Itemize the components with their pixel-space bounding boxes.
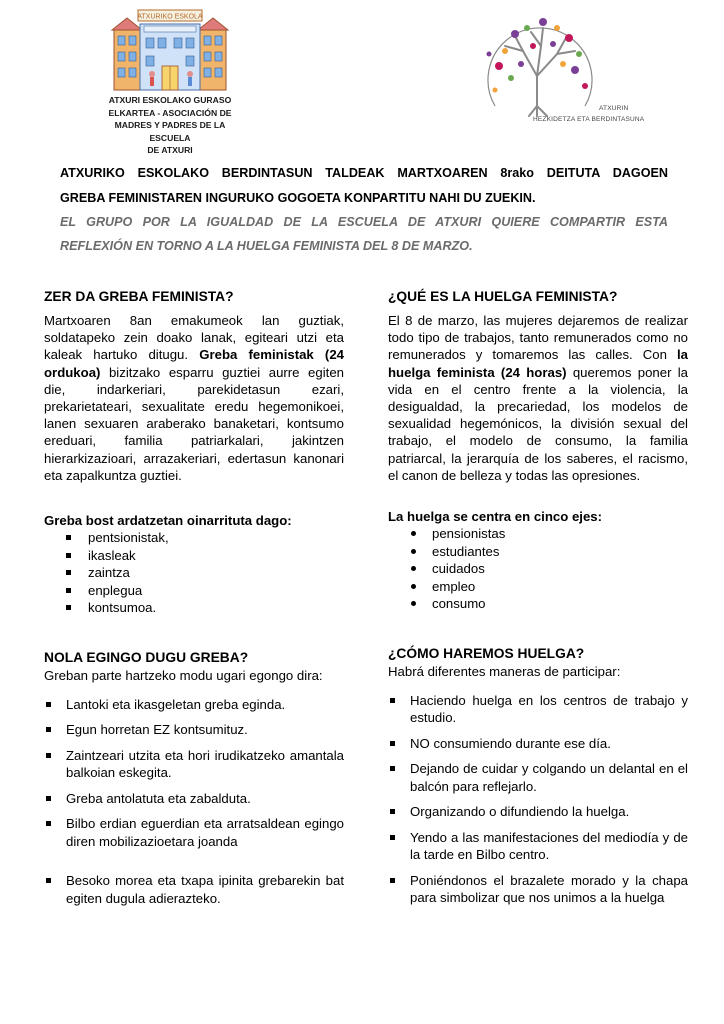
list-item: empleo <box>388 578 688 596</box>
list-item: kontsumoa. <box>44 599 344 617</box>
logo-sign-text: ATXURIKO ESKOLA <box>137 13 203 21</box>
section-paragraph <box>388 312 688 484</box>
logo-caption-line: MADRES Y PADRES DE LA ESCUELA <box>114 120 226 143</box>
paragraph-text: El 8 de marzo, las mujeres dejaremos de realizar todo tipo de trabajos, tanto remunerados como no remunerados y tomaremos las calles. Con <box>388 313 688 363</box>
list-item: cuidados <box>388 560 688 578</box>
tree-logo-icon <box>475 6 605 122</box>
paragraph-text: Martxoaren 8an emakumeok lan guztiak, soldatapeko zein doako lanak, egiteari utzi eta kaleak hartuko ditugu. <box>44 313 344 363</box>
list-item: consumo <box>388 595 688 613</box>
logo-caption <box>100 94 240 157</box>
intro-spanish-line-1: EL GRUPO POR LA IGUALDAD DE LA ESCUELA DE ATXURI QUIERE COMPARTIR ESTA <box>60 215 668 229</box>
logo-text-atxurin: ATXURIN <box>599 105 629 112</box>
list-item: Bilbo erdian eguerdian eta arratsaldean egingo diren mobilizazioetara joanda <box>44 815 344 850</box>
actions-list <box>388 692 688 907</box>
axes-list <box>388 525 688 613</box>
list-item: Organizando o difundiendo la huelga. <box>388 803 688 821</box>
list-item: Greba antolatuta eta zabalduta. <box>44 790 344 808</box>
list-item: pentsionistak, <box>44 529 344 547</box>
list-item: estudiantes <box>388 543 688 561</box>
paragraph-text: bizitzako esparru guztiei aurre egiten die, indarkeriari, parekidetasun ezari, prekarietateari, sexualitate eredu hegemonikoei, lanen sexuaren araberako banaketari, kontsumo ereduari, familia patriarkalari, jakintzen hierarkizazioari, arrazakeriari, edertasun kanonari eta zapalkuntza guztiei. <box>44 364 344 483</box>
school-association-logo <box>100 8 240 157</box>
school-building-drawing <box>108 8 232 92</box>
equality-group-logo <box>475 6 645 136</box>
list-item: Poniéndonos el brazalete morado y la chapa para simbolizar que nos unimos a la huelga <box>388 872 688 907</box>
section-title: ZER DA GREBA FEMINISTA? <box>44 289 234 304</box>
section-title: NOLA EGINGO DUGU GREBA? <box>44 649 249 665</box>
axes-title: Greba bost ardatzetan oinarrituta dago: <box>44 513 292 529</box>
axes-title: La huelga se centra en cinco ejes: <box>388 509 603 525</box>
spanish-column <box>388 288 688 907</box>
section-title: ¿CÓMO HAREMOS HUELGA? <box>388 645 585 661</box>
list-item: enplegua <box>44 582 344 600</box>
section-title: ¿QUÉ ES LA HUELGA FEMINISTA? <box>388 289 618 304</box>
list-item: Egun horretan EZ kontsumituz. <box>44 721 344 739</box>
logo-caption-line: ELKARTEA - ASOCIACIÓN DE <box>108 107 232 118</box>
intro-basque-line-2: GREBA FEMINISTAREN INGURUKO GOGOETA KONPARTITU NAHI DU ZUEKIN. <box>60 191 536 205</box>
intro-spanish-line-2: REFLEXIÓN EN TORNO A LA HUELGA FEMINISTA DEL 8 DE MARZO. <box>60 239 473 253</box>
list-item: Lantoki eta ikasgeletan greba eginda. <box>44 696 344 714</box>
intro-basque-line-1: ATXURIKO ESKOLAKO BERDINTASUN TALDEAK MARTXOAREN 8rako DEITUTA DAGOEN <box>60 166 668 180</box>
actions-list <box>44 696 344 908</box>
axes-list <box>44 529 344 617</box>
list-item: Besoko morea eta txapa ipinita grebarekin bat egiten dugula adierazteko. <box>44 872 344 907</box>
paragraph-bold-text: Greba feministak (24 ordukoa) <box>44 347 344 380</box>
section-paragraph <box>44 312 344 484</box>
list-item: Dejando de cuidar y colgando un delantal en el balcón para reflejarlo. <box>388 760 688 795</box>
list-item: Haciendo huelga en los centros de trabajo y estudio. <box>388 692 688 727</box>
section-intro: Habrá diferentes maneras de participar: <box>388 663 621 679</box>
list-item: zaintza <box>44 564 344 582</box>
list-item: Zaintzeari utzita eta hori irudikatzeko amantala balkoian eskegita. <box>44 747 344 782</box>
logo-caption-line: ATXURI ESKOLAKO GURASO <box>108 95 232 105</box>
list-item: ikasleak <box>44 547 344 565</box>
logo-text-hezkidetza: HEZKIDETZA ETA BERDINTASUNA <box>533 116 645 123</box>
logo-caption-line: DE ATXURI <box>147 145 193 155</box>
paragraph-bold-text: la huelga feminista (24 horas) <box>388 347 688 380</box>
list-item: pensionistas <box>388 525 688 543</box>
list-item: Yendo a las manifestaciones del mediodía y de la tarde en Bilbo centro. <box>388 829 688 864</box>
basque-column <box>44 288 344 907</box>
list-item: NO consumiendo durante ese día. <box>388 735 688 753</box>
section-intro: Greban parte hartzeko modu ugari egongo dira: <box>44 667 323 683</box>
paragraph-text: queremos poner la vida en el centro frente a la violencia, la desigualdad, la precariedad, los modelos de sexualidad hegemónicos, la división sexual del trabajo, el modelo de consumo, la familia patriarcal, la jerarquía de los saberes, el racismo, el canon de belleza y todas las opresiones. <box>388 364 688 483</box>
